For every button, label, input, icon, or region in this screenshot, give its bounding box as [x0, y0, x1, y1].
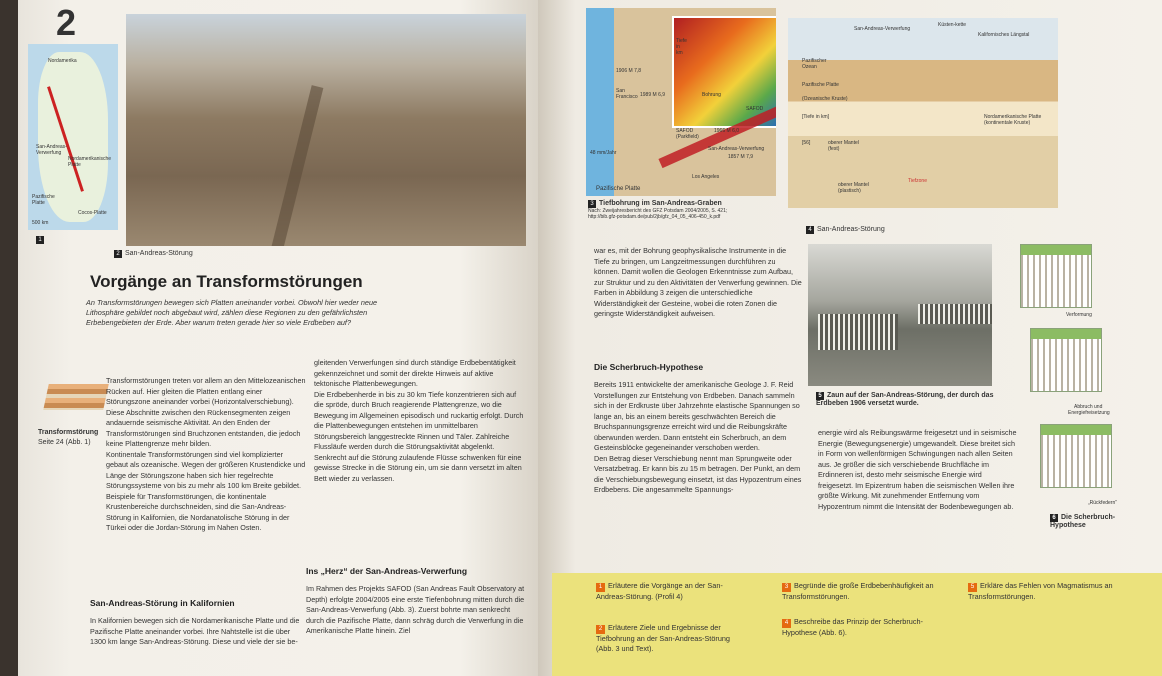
- map-label-pacific-plate: Pazifische Platte: [596, 186, 641, 192]
- block-label-pac-plate: Pazifische Platte: [802, 82, 839, 88]
- page-title: Vorgänge an Transformstörungen: [90, 272, 363, 291]
- right-column-2: energie wird als Reibungswärme freigesetzt und in seismische Energie (Bewegungsenergie) umgewandelt. Diese breitet sich in Form von wellenförmigen Schwingungen nach allen Seiten aus. Je größer die sich verschiebende Bruchfläche im Erdinneren ist, desto mehr seismische Energie wird freigesetzt. Im Epizentrum haben die seismischen Wellen ihre größte Wirkung. Mit zunehmender Entfernung vom Hypozentrum nimmt die Intensität der Bodenbewegungen ab.: [818, 428, 1017, 511]
- map-label-cocos: Cocos-Platte: [78, 210, 107, 216]
- block-label-depth: [Tiefe in km]: [802, 114, 830, 120]
- task-item: [968, 581, 1144, 602]
- figure-number: 4: [806, 226, 814, 234]
- task-number: 1: [596, 583, 605, 592]
- map-label-1989: 1989 M 6,9: [640, 92, 666, 98]
- map-scale: 500 km: [32, 220, 49, 226]
- diagram-label-rueckfedern: „Rückfedern“: [1088, 500, 1117, 506]
- task-text: Beschreibe das Prinzip der Scherbruch-Hypothese (Abb. 6).: [782, 617, 923, 637]
- diagram-label-energie: Energiefreisetzung: [1068, 410, 1110, 416]
- caption-title: Tiefbohrung im San-Andreas-Graben: [599, 200, 722, 207]
- block-label-fault: San-Andreas-Verwerfung: [854, 26, 911, 32]
- block-label-lowzone: Tiefzone: [908, 178, 927, 184]
- caption-text: San-Andreas-Störung: [817, 226, 885, 233]
- map-label-1906: 1906 M 7,8: [616, 68, 642, 74]
- intro-text: An Transformstörungen bewegen sich Platten aneinander vorbei. Obwohl hier weder neue Lithosphäre gebildet noch abgebaut wird, zählen diese Regionen zu den gefährlichsten Erbebengebieten der Erde. Aber warum treten gerade hier so viele Erdbeben auf?: [86, 298, 378, 327]
- map-label-safod: SAFOD (Parkfield): [676, 128, 699, 140]
- block-label-d56: [56]: [802, 140, 811, 146]
- task-text: Erläutere die Vorgänge an der San-Andreas-Störung. (Profil 4): [596, 581, 723, 601]
- figure-number: 5: [816, 392, 824, 400]
- aerial-caption: [114, 250, 193, 258]
- diagram-label-verformung: Verformung: [1066, 312, 1092, 318]
- margin-reference: [38, 428, 98, 448]
- section-heading-safod: Ins „Herz“ der San-Andreas-Verwerfung: [306, 566, 468, 576]
- california-safod-map: [586, 8, 776, 196]
- caption-text: San-Andreas-Störung: [125, 250, 193, 257]
- transform-fault-icon: [43, 384, 109, 410]
- block-label-valley: Kalifornisches Längstal: [978, 32, 1030, 38]
- block-label-upper-mantle: oberer Mantel (fest): [828, 140, 859, 152]
- caption-text: Zaun auf der San-Andreas-Störung, der durch das Erdbeben 1906 versetzt wurde.: [816, 392, 994, 407]
- map-label-san-andreas: San-Andreas-Verwerfung: [36, 144, 67, 156]
- task-number: 3: [782, 583, 791, 592]
- block-label-na-plate: Nordamerikanische Platte (kontinentale Kruste): [984, 114, 1042, 126]
- fence-photo: [808, 244, 992, 386]
- section-heading-scherbruch: Die Scherbruch-Hypothese: [594, 362, 704, 372]
- block-label-ocean-crust: (Ozeanische Kruste): [802, 96, 848, 102]
- block-diagram-san-andreas: [788, 18, 1058, 208]
- section-heading-california: San-Andreas-Störung in Kalifornien: [90, 598, 235, 608]
- chapter-number: 2: [56, 2, 77, 43]
- map-label-na-plate: Nordamerikanische Platte: [68, 156, 112, 168]
- north-america-map: [28, 44, 118, 230]
- scherbruch-diagram-step-2: [1030, 328, 1102, 392]
- map-label-sf: San Francisco: [616, 88, 638, 100]
- aerial-photo-san-andreas: [126, 14, 526, 246]
- block-caption: [806, 226, 885, 234]
- map-label-1857: 1857 M 7,9: [728, 154, 754, 160]
- task-number: 5: [968, 583, 977, 592]
- right-column-1b: Bereits 1911 entwickelte der amerikanische Geologe J. F. Reid Vorstellungen zur Entstehung von Erdbeben. Danach sammeln sich in der Erdkruste über Jahrzehnte elastische Spannungen so lange an, bis an einem bereits geschwächten Bereich die Bruchspannungsgrenze erreicht wird und die Reibungskräfte überwunden werden. Dann entsteht ein Scherbruch, an dem Gesteinsblöcke gegeneinander verschoben werden. Den Betrag dieser Verschiebung nennt man Sprungweite oder Versatzbetrag. Er kann bis zu 15 m betragen. Der Punkt, an dem die Verschiebungsbewegung einsetzt, ist das Hypozentrum eines Erdbebens. Die angesammelte Spannungs-: [594, 380, 802, 494]
- block-label-upper-mantle-plastic: oberer Mantel (plastisch): [838, 182, 869, 194]
- task-item: [782, 581, 942, 602]
- left-column-2b: Im Rahmen des Projekts SAFOD (San Andreas Fault Observatory at Depth) erfolgte 2004/2005 eine erste Tiefenbohrung mitten durch die San-Andreas-Verwerfung (Abb. 3). Zuerst bohrte man senkrecht durch die Pazifische Platte, dann schräg durch die Verwerfung in die Amerikanische Platte hinein. Ziel: [306, 584, 525, 635]
- map-label-drill: Bohrung: [702, 92, 721, 98]
- scherbruch-diagram-step-1: [1020, 244, 1092, 308]
- photo-caption: [816, 392, 1016, 407]
- map-label-fault: San-Andreas-Verwerfung: [708, 146, 765, 152]
- task-number: 4: [782, 619, 791, 628]
- map-label-north-america: Nordamerika: [48, 58, 77, 64]
- task-text: Begründe die große Erdbebenhäufigkeit an Transformstörungen.: [782, 581, 934, 601]
- task-item: [596, 581, 746, 602]
- map-label-la: Los Angeles: [692, 174, 720, 180]
- margin-label: Transformstörung: [38, 429, 99, 436]
- task-number: 2: [596, 625, 605, 634]
- map-label-1966: 1966 M 6,0: [714, 128, 740, 134]
- task-text: Erkläre das Fehlen von Magmatismus an Transformstörungen.: [968, 581, 1113, 601]
- caption-source: Nach: Zweijahresbericht des GFZ Potsdam 2004/2005, S. 421;: [588, 208, 728, 214]
- margin-page-ref: Seite 24 (Abb. 1): [38, 439, 91, 446]
- block-label-coast: Küsten-kette: [938, 22, 967, 28]
- task-item: [596, 623, 746, 654]
- right-column-1: war es, mit der Bohrung geophysikalische Instrumente in die Tiefe zu bringen, um Langzeitmessungen durchführen zu können. Damit wollen die Geologen Erkenntnisse zum Aufbau, zur Struktur und zu den Aktivitäten der Verwerfung gewinnen. Die Farben in Abbildung 3 zeigen die unterschiedliche Widerständigkeit der Gesteine, wobei die roten Zonen die geringste Widerständigkeit aufweisen.: [594, 246, 802, 318]
- figure-number: 6: [1050, 514, 1058, 522]
- map-label-depth-axis: Tiefe in km: [676, 38, 687, 56]
- caption-text: Die Scherbruch-Hypothese: [1050, 514, 1116, 529]
- tasks-box: [552, 573, 1162, 676]
- block-label-ocean: Pazifischer Ozean: [802, 58, 827, 70]
- left-column-1: Transformstörungen treten vor allem an den Mittelozeanischen Rücken auf. Hier gleiten die Platten entlang einer Störungszone aneinander vorbei (Horizontalverschiebung). Diese Abschnitte zwischen den Rückensegmenten zeigen andauernde seismische Aktivität. An den Enden der Transformstörungen sind Bruchzonen entstanden, die jedoch keine Plattengrenze mehr bilden. Kontinentale Transformstörungen sind viel komplizierter gebaut als ozeanische. Wegen der größeren Krustendicke und Länge der Störungszone haben sich hier regelrechte Störungssysteme von bis zu mehr als 100 km Breite gebildet. Beispiele für Transformstörungen, die kontinentale Krustenbereiche durchschneiden, sind die San-Andreas-Störung in Kalifornien, die Nordanatolische Störung in der Türkei oder die Jordan-Störung im Nahen Osten.: [106, 376, 306, 532]
- diagram-caption: [1050, 514, 1130, 529]
- caption-url: http://bib.gfz-potsdam.de/pub/2jb/gfz_04_05_406-450_k.pdf: [588, 214, 721, 220]
- map-label-safod-small: SAFOD: [746, 106, 764, 112]
- scherbruch-diagram-step-3: [1040, 424, 1112, 488]
- diagram-label-abbruch: Abbruch und: [1074, 404, 1103, 410]
- task-text: Erläutere Ziele und Ergebnisse der Tiefbohrung an der San-Andreas-Störung (Abb. 3 und Text).: [596, 623, 730, 653]
- map-label-rate: 48 mm/Jahr: [590, 150, 617, 156]
- figure-number: 3: [588, 200, 596, 208]
- map-caption: [588, 200, 727, 220]
- figure-number: 1: [36, 236, 44, 244]
- right-page: [538, 0, 1162, 676]
- map-label-pacific: Pazifische Platte: [32, 194, 55, 206]
- left-column-2: gleitenden Verwerfungen sind durch ständige Erdbebentätigkeit gekennzeichnet und somit der direkte Hinweis auf aktive tektonische Plattenbewegungen. Die Erdbebenherde in bis zu 30 km Tiefe konzentrieren sich auf die spröde, durch Bruch reagierende Plattengrenze, wo die Bewegung im Allgemeinen episodisch und ruckartig erfolgt. Durch die Plattenbewegungen entstehen im unmittelbaren Störungsbereich langgestreckte Rinnen und Täler. Zahlreiche Flussläufe werden durch die Störungsaktivität abgelenkt. Senkrecht auf die Störung zulaufende Flüsse schwenken für eine gewisse Strecke in die Störung ein, um sie dann versetzt im alten Bett wieder zu verlassen.: [314, 358, 524, 483]
- figure-number: 2: [114, 250, 122, 258]
- left-page: [18, 0, 538, 676]
- left-column-1b: In Kalifornien bewegen sich die Nordamerikanische Platte und die Pazifische Platte aneinander vorbei. Ihre Nahtstelle ist die über 1300 km lange San-Andreas-Störung. Diese und viele der sie be-: [90, 616, 300, 646]
- task-item: [782, 617, 942, 638]
